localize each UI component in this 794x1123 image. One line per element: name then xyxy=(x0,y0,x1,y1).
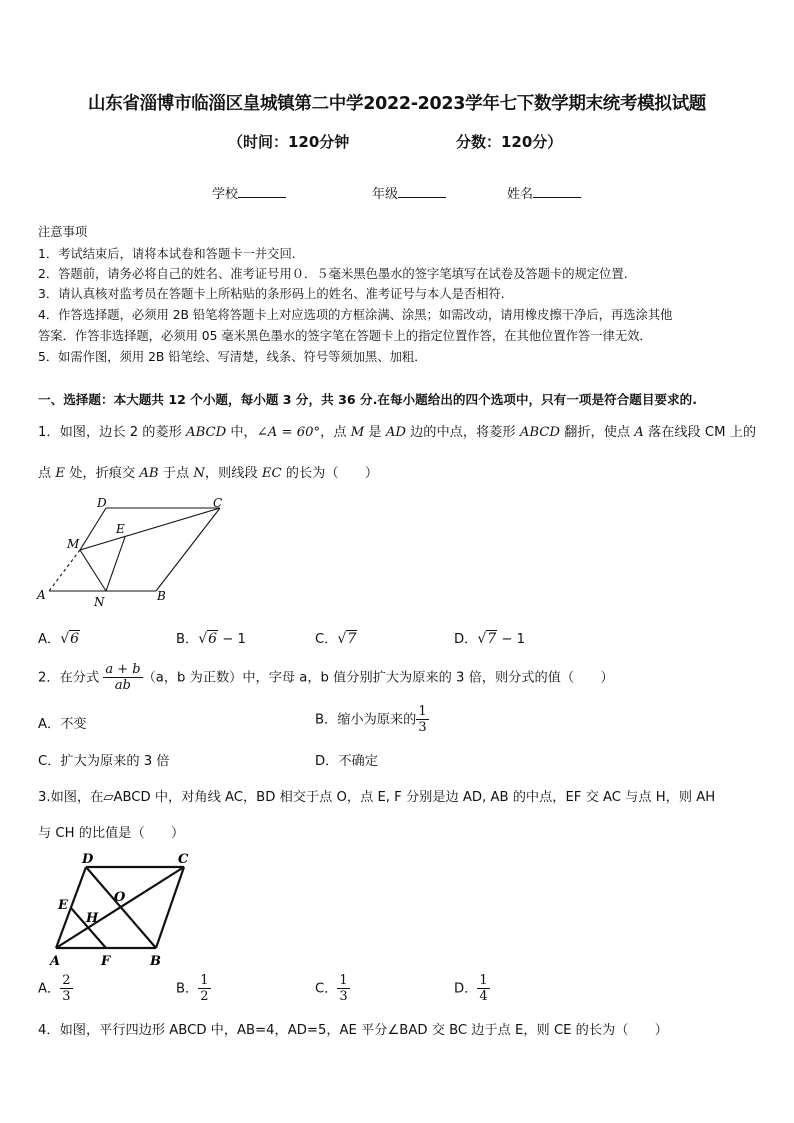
q1-rhombus-figure xyxy=(30,495,240,610)
label-F: F xyxy=(101,954,111,968)
q4-stem: 4．如图，平行四边形 ABCD 中，AB=4，AD=5，AE 平分∠BAD 交 BC 边于点 E，则 CE 的长为（ ） xyxy=(38,1023,668,1038)
segment-BC xyxy=(156,867,184,948)
grade-field xyxy=(372,183,446,202)
note-item: 3．请认真核对监考员在答题卡上所粘贴的条形码上的姓名、准考证号与本人是否相符. xyxy=(38,287,505,301)
label-C: C xyxy=(178,852,189,867)
label-B: B xyxy=(150,954,161,968)
q2-stem: 2．在分式 $\frac{a + b}{ab}$ （a，b 为正数）中，字母 a，b 值分别扩大为原来的 3 倍，则分式的值（ ） xyxy=(38,662,614,693)
q3-line1: 3.如图，在▱ABCD 中，对角线 AC，BD 相交于点 O，点 E, F 分别是边 AD, AB 的中点，EF 交 AC 与点 H，则 AH xyxy=(38,790,716,805)
q3-line2: 与 CH 的比值是（ ） xyxy=(38,826,185,841)
note-item: 2．答题前，请务必将自己的姓名、准考证号用０．５毫米黑色墨水的签字笔填写在试卷及答题卡的规定位置. xyxy=(38,267,628,281)
segment-NE xyxy=(106,537,125,591)
exam-time: （时间：120分钟 xyxy=(228,133,350,151)
label-E: E xyxy=(58,898,68,913)
q3-option-d[interactable]: D． $\frac{1}{4}$ xyxy=(454,973,488,1004)
q1-option-c[interactable]: C．√7 xyxy=(315,631,357,647)
label-C: C xyxy=(213,496,223,510)
q3-option-c[interactable]: C． $\frac{1}{3}$ xyxy=(315,973,348,1004)
exam-score: 分数：120分） xyxy=(456,133,563,151)
notes-heading: 注意事项 xyxy=(38,225,88,239)
note-item: 答案．作答非选择题，必须用 05 毫米黑色墨水的签字笔在答题卡上的指定位置作答，在其他位置作答一律无效． xyxy=(38,329,652,343)
q2-option-a[interactable]: A．不变 xyxy=(38,717,87,732)
q1-option-a[interactable]: A．√6 xyxy=(38,631,80,647)
note-item: 5．如需作图，须用 2B 铅笔绘、写清楚，线条、符号等须加黑、加粗． xyxy=(38,350,427,364)
label-N: N xyxy=(94,595,105,609)
segment-BC xyxy=(156,508,220,591)
q2-option-c[interactable]: C．扩大为原来的 3 倍 xyxy=(38,754,170,769)
label-H: H xyxy=(86,911,99,926)
name-blank xyxy=(533,185,581,198)
name-label: 姓名 xyxy=(507,187,534,202)
q1-option-d[interactable]: D．√7 − 1 xyxy=(454,631,526,647)
label-D: D xyxy=(97,496,107,510)
q1-line2: 点 E 处，折痕交 AB 于点 N，则线段 EC 的长为（ ） xyxy=(38,466,379,481)
label-D: D xyxy=(82,852,94,867)
label-E: E xyxy=(116,522,125,536)
label-A: A xyxy=(50,954,61,968)
name-field xyxy=(507,183,581,202)
label-A: A xyxy=(37,588,46,602)
q1-option-b[interactable]: B．√6 − 1 xyxy=(176,631,246,647)
segment-MC xyxy=(80,508,220,550)
label-B: B xyxy=(157,589,166,603)
q3-option-b[interactable]: B． $\frac{1}{2}$ xyxy=(176,973,209,1004)
q3-parallelogram-figure xyxy=(38,848,208,968)
exam-title: 山东省淄博市临淄区皇城镇第二中学2022-2023学年七下数学期末统考模拟试题 xyxy=(88,94,706,114)
q2-option-b[interactable]: B．缩小为原来的 $\frac{1}{3}$ xyxy=(315,704,427,735)
segment-AM-dashed xyxy=(49,550,80,591)
grade-blank xyxy=(398,185,446,198)
section-heading: 一、选择题：本大题共 12 个小题，每小题 3 分，共 36 分.在每小题给出的四个选项中，只有一项是符合题目要求的. xyxy=(38,392,698,407)
school-field xyxy=(212,183,286,202)
school-label: 学校 xyxy=(212,187,239,202)
segment-MN xyxy=(80,550,106,591)
grade-label: 年级 xyxy=(372,187,399,202)
label-M: M xyxy=(67,537,80,551)
q3-option-a[interactable]: A． $\frac{2}{3}$ xyxy=(38,973,71,1004)
q2-fraction: $\frac{a + b}{ab}$ xyxy=(105,662,141,693)
label-O: O xyxy=(114,890,126,905)
note-item: 1．考试结束后，请将本试卷和答题卡一并交回. xyxy=(38,247,296,261)
note-item: 4．作答选择题，必须用 2B 铅笔将答题卡上对应选项的方框涂满、涂黑；如需改动，请用橡皮擦干净后，再选涂其他 xyxy=(38,308,673,322)
school-blank xyxy=(238,185,286,198)
q1-line1: 1．如图，边长 2 的菱形 ABCD 中，∠A = 60°，点 M 是 AD 边的中点，将菱形 ABCD 翻折，使点 A 落在线段 CM 上的 xyxy=(38,425,757,440)
q2-option-d[interactable]: D．不确定 xyxy=(315,754,378,769)
